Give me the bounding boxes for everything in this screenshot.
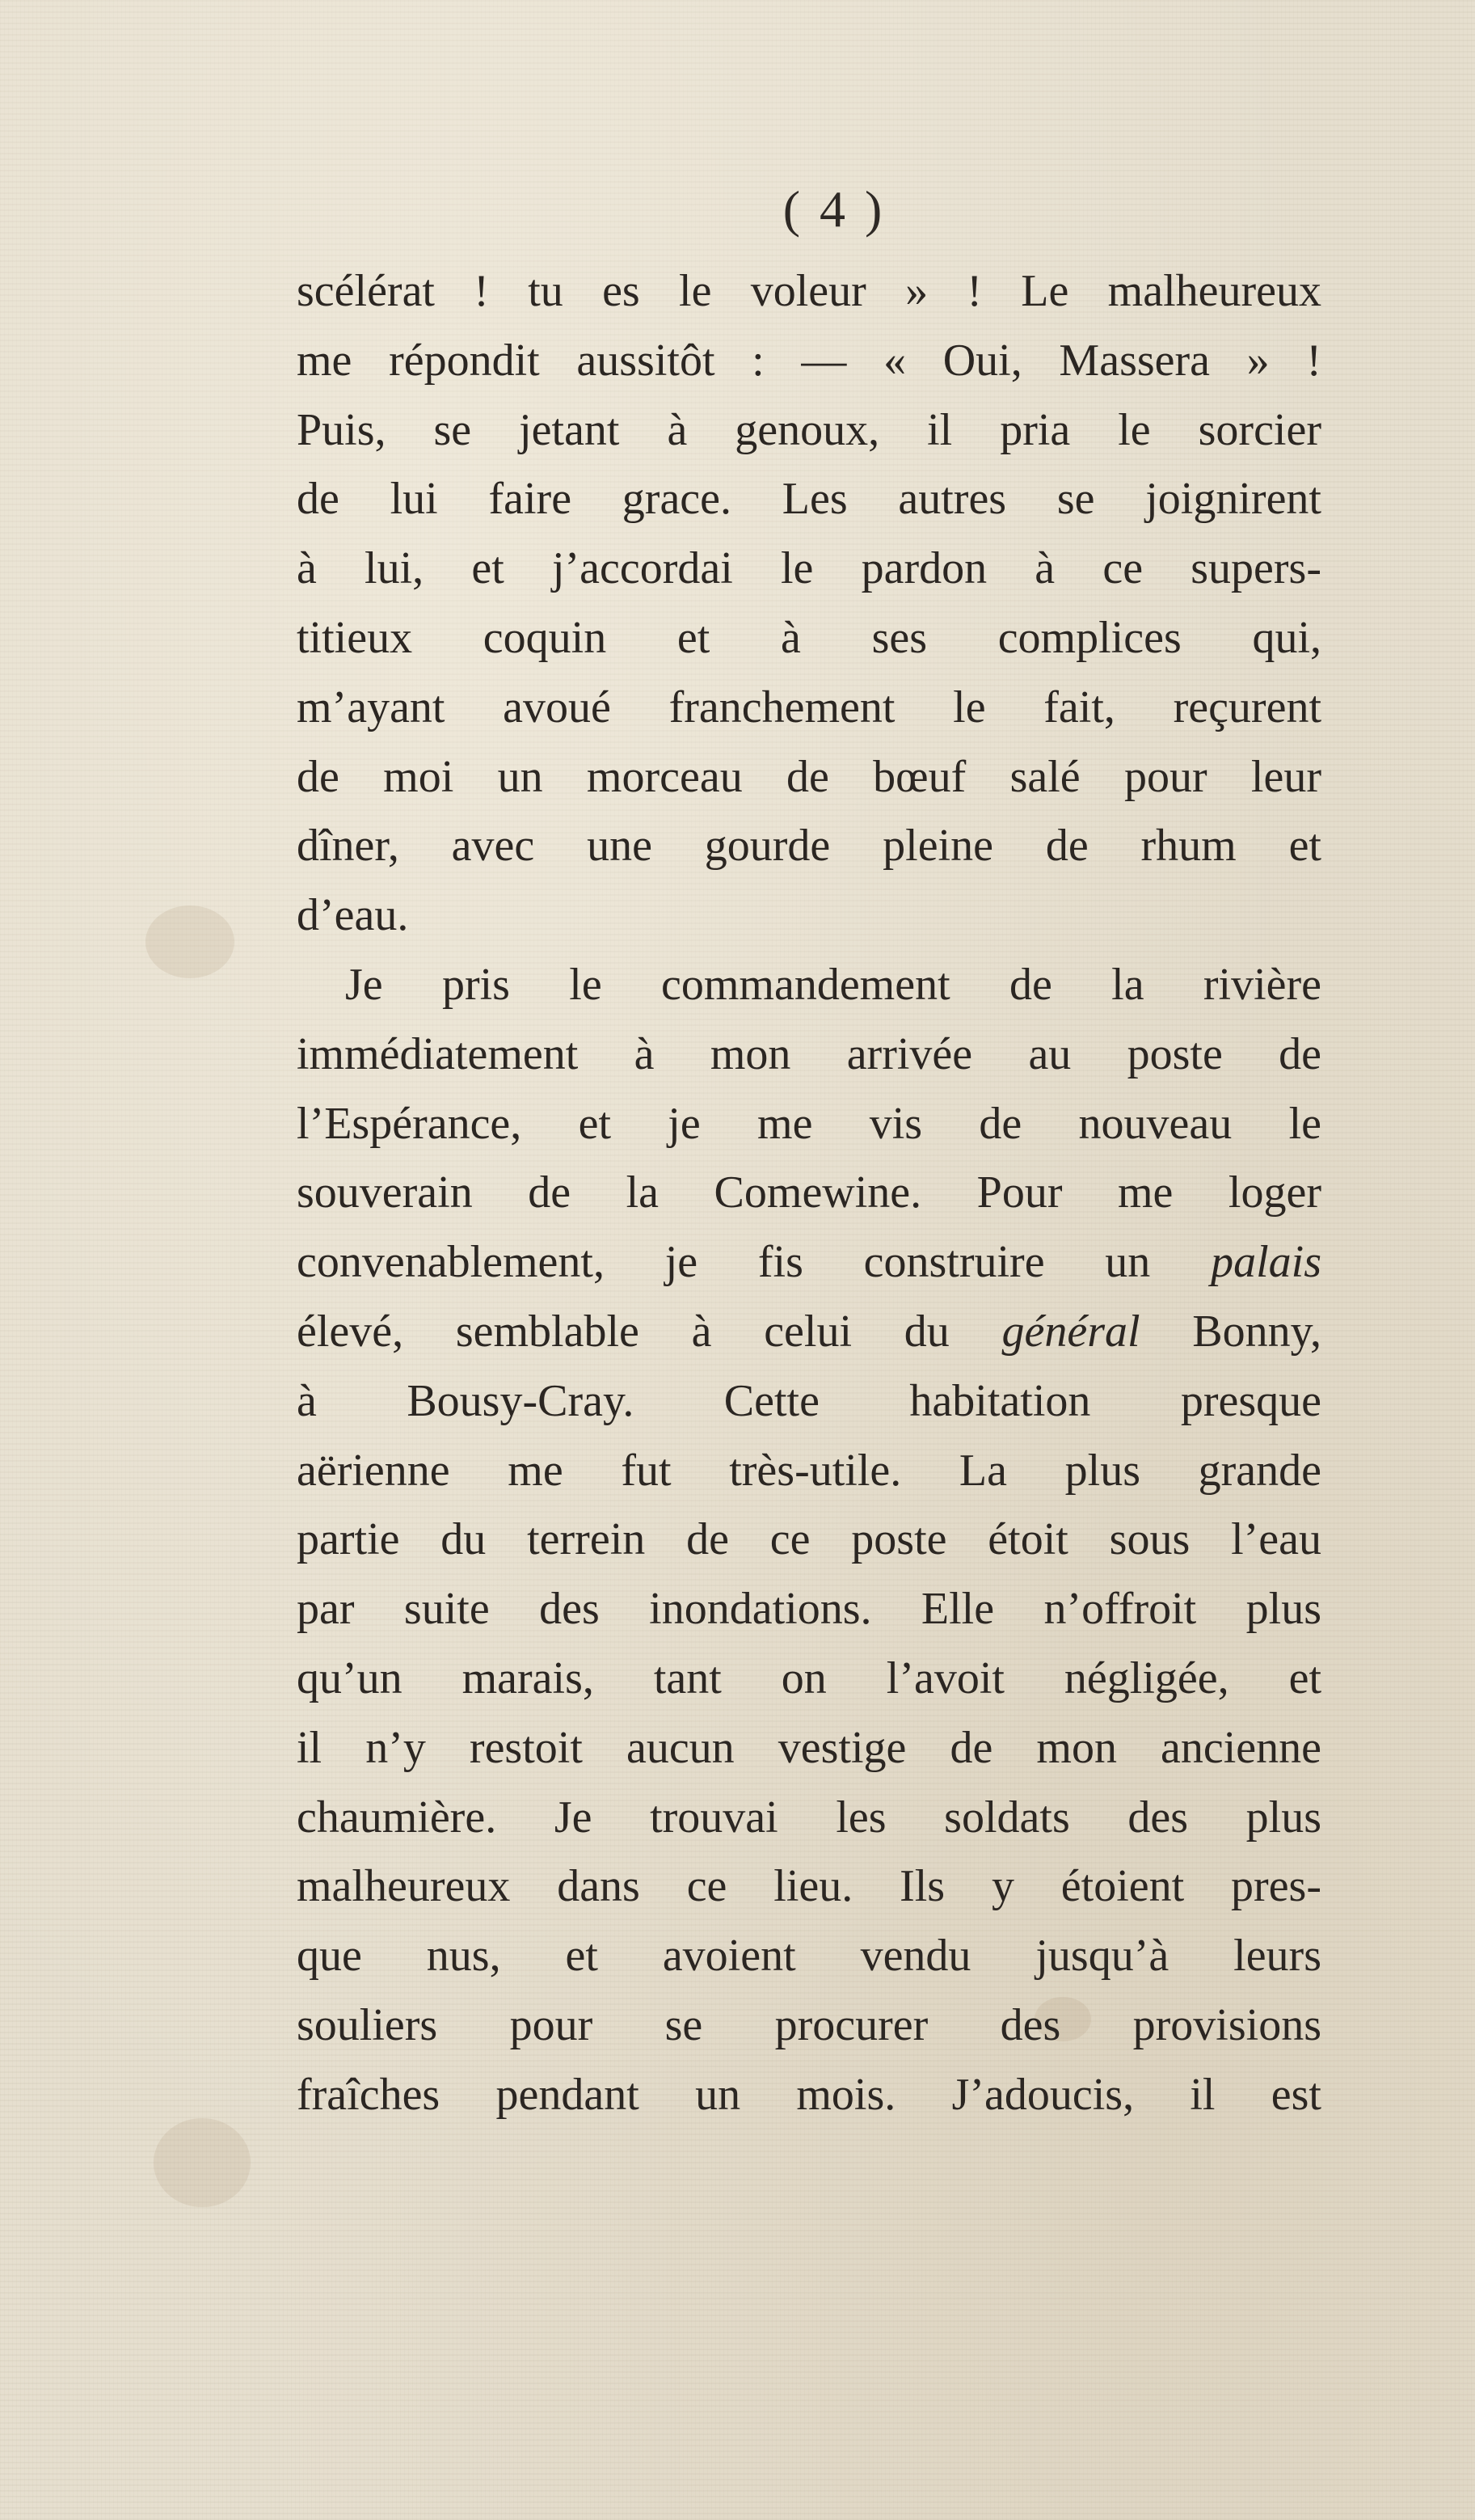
age-stain [145, 905, 234, 978]
body-text [297, 257, 1321, 2130]
text-line: m’ayant avoué franchement le fait, reçurent [297, 682, 1321, 732]
text-line: dîner, avec une gourde pleine de rhum et [297, 821, 1321, 872]
text-line [297, 1298, 1321, 1367]
page-number: ( 4 ) [782, 180, 886, 238]
text-line: à lui, et j’accordai le pardon à ce supers- [297, 543, 1321, 594]
italic-word: général [1001, 1306, 1140, 1357]
age-stain [154, 2118, 251, 2207]
text-line: Puis, se jetant à genoux, il pria le sorcier [297, 404, 1321, 455]
text-line: de lui faire grace. Les autres se joignirent [297, 474, 1321, 525]
text-line: chaumière. Je trouvai les soldats des plus [297, 1792, 1321, 1843]
text-line: d’eau. [297, 890, 409, 941]
text-line: aërienne me fut très-utile. La plus grande [297, 1445, 1321, 1496]
text-line: immédiatement à mon arrivée au poste de [297, 1028, 1321, 1079]
text-line: qu’un marais, tant on l’avoit négligée, et [297, 1653, 1321, 1703]
text-line: partie du terrein de ce poste étoit sous l’eau [297, 1514, 1321, 1565]
text-line: me répondit aussitôt : — « Oui, Massera » ! [297, 335, 1321, 386]
text-segment: Bonny, [1140, 1306, 1322, 1357]
text-line: souverain de la Comewine. Pour me loger [297, 1167, 1321, 1218]
text-line: souliers pour se procurer des provisions [297, 1999, 1321, 2050]
text-line: de moi un morceau de bœuf salé pour leur [297, 751, 1321, 802]
text-line: par suite des inondations. Elle n’offroit plus [297, 1584, 1321, 1635]
italic-word: palais [1211, 1237, 1321, 1288]
text-line: à Bousy-Cray. Cette habitation presque [297, 1375, 1321, 1426]
paragraph-first-line: Je pris le commandement de la rivière [345, 959, 1321, 1010]
text-segment: convenablement, je fis construire un [297, 1237, 1212, 1288]
text-line: malheureux dans ce lieu. Ils y étoient pres- [297, 1861, 1321, 1912]
text-line [297, 1228, 1321, 1298]
text-line: fraîches pendant un mois. J’adoucis, il est [297, 2069, 1321, 2120]
text-line: l’Espérance, et je me vis de nouveau le [297, 1098, 1321, 1149]
text-segment: élevé, semblable à celui du [297, 1306, 1002, 1357]
text-line: scélérat ! tu es le voleur » ! Le malheureux [297, 266, 1321, 316]
text-line: il n’y restoit aucun vestige de mon ancienne [297, 1722, 1321, 1773]
text-line: que nus, et avoient vendu jusqu’à leurs [297, 1931, 1321, 1982]
text-line: titieux coquin et à ses complices qui, [297, 612, 1321, 663]
